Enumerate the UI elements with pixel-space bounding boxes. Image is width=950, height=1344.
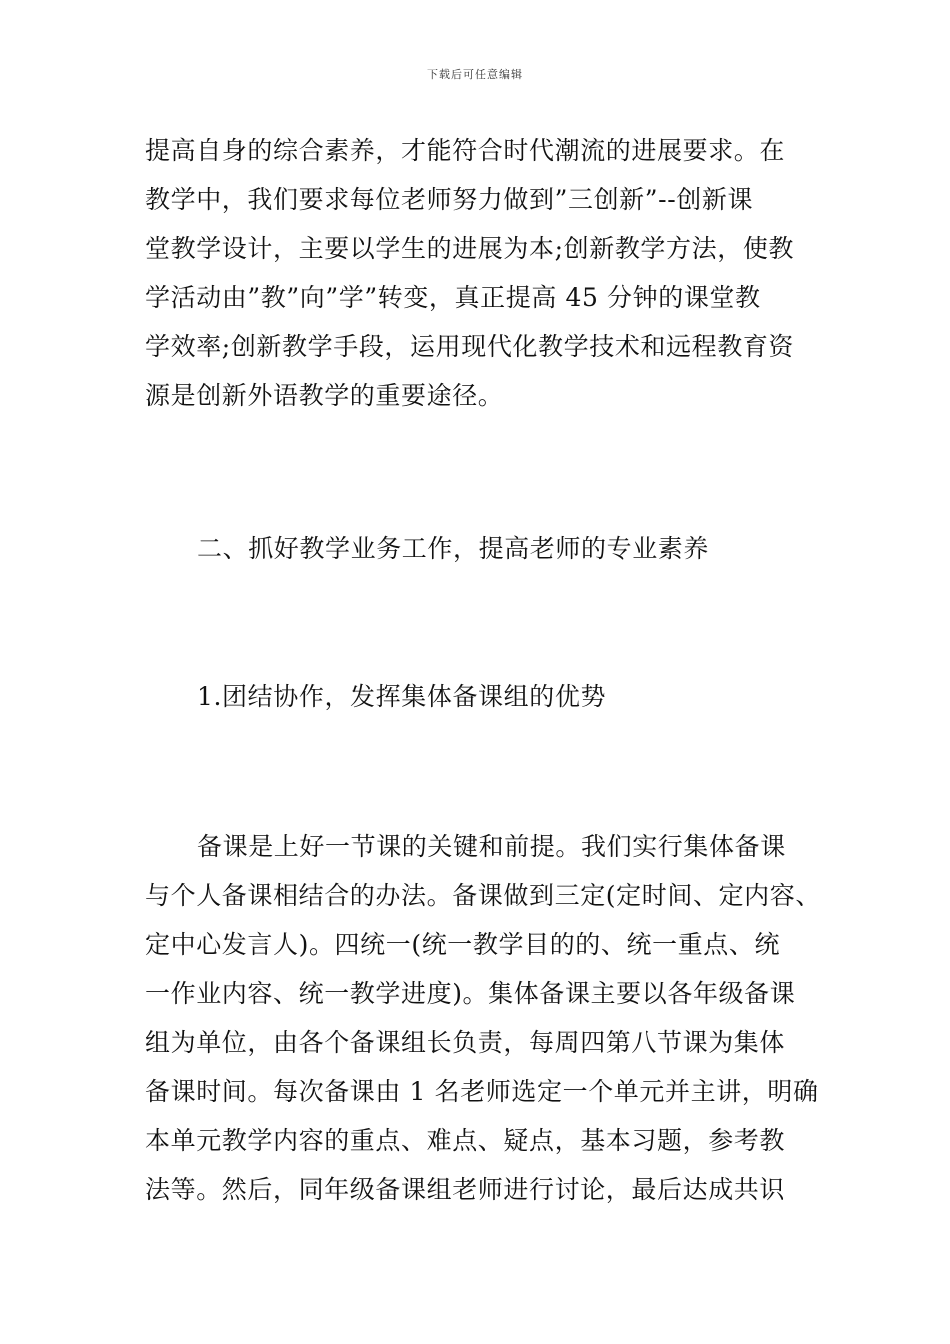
paragraph-line: 源是创新外语教学的重要途径。 (145, 381, 504, 410)
page-header-note: 下载后可任意编辑 (427, 68, 523, 81)
subsection-heading: 1.团结协作，发挥集体备课组的优势 (197, 682, 607, 711)
paragraph-line: 与个人备课相结合的办法。备课做到三定(定时间、定内容、 (145, 881, 821, 910)
paragraph-line: 备课时间。每次备课由 1 名老师选定一个单元并主讲，明确 (145, 1077, 819, 1106)
paragraph-line: 法等。然后，同年级备课组老师进行讨论，最后达成共识 (145, 1175, 786, 1204)
section-heading: 二、抓好教学业务工作，提高老师的专业素养 (197, 534, 710, 563)
paragraph-line: 堂教学设计，主要以学生的进展为本;创新教学方法，使教 (145, 234, 795, 263)
paragraph-line: 教学中，我们要求每位老师努力做到”三创新”--创新课 (145, 185, 754, 214)
paragraph-line: 学活动由”教”向”学”转变，真正提高 45 分钟的课堂教 (145, 283, 761, 312)
paragraph-intro (145, 126, 815, 420)
paragraph-lesson-prep (145, 822, 821, 1214)
paragraph-line: 一作业内容、统一教学进度)。集体备课主要以各年级备课 (145, 979, 796, 1008)
paragraph-line: 学效率;创新教学手段，运用现代化教学技术和远程教育资 (145, 332, 795, 361)
paragraph-line: 本单元教学内容的重点、难点、疑点，基本习题，参考教 (145, 1126, 786, 1155)
paragraph-line: 定中心发言人)。四统一(统一教学目的的、统一重点、统 (145, 930, 781, 959)
paragraph-line: 提高自身的综合素养，才能符合时代潮流的进展要求。在 (145, 136, 786, 165)
paragraph-line: 备课是上好一节课的关键和前提。我们实行集体备课 (197, 832, 786, 861)
paragraph-line: 组为单位，由各个备课组长负责，每周四第八节课为集体 (145, 1028, 786, 1057)
